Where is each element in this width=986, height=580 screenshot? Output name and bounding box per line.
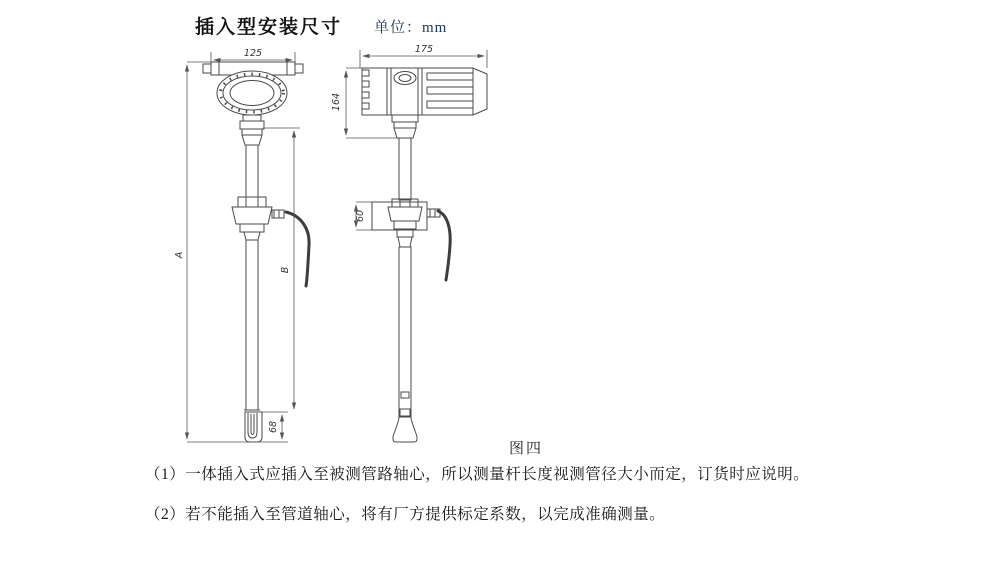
valve-handle-front	[286, 212, 309, 286]
front-view	[174, 48, 309, 442]
installation-drawing	[170, 40, 510, 460]
dim-label-175: 175	[414, 44, 434, 55]
dim-label-125: 125	[243, 48, 263, 59]
note-1: （1）一体插入式应插入至被测管路轴心，所以测量杆长度视测管径大小而定，订货时应说明。	[145, 466, 810, 483]
side-view	[331, 44, 487, 442]
valve-handle-side	[438, 211, 450, 280]
dim-label-a: A	[174, 251, 185, 259]
dim-label-b: B	[280, 266, 291, 274]
dim-label-60: 60	[355, 209, 366, 223]
note-2: （2）若不能插入至管道轴心，将有厂方提供标定系数，以完成准确测量。	[145, 506, 666, 523]
unit-label: 单位：mm	[374, 20, 448, 36]
page-title: 插入型安装尺寸	[195, 17, 343, 38]
dim-label-68: 68	[268, 420, 279, 434]
dim-label-164: 164	[331, 92, 342, 112]
figure-caption: 图四	[509, 441, 544, 457]
